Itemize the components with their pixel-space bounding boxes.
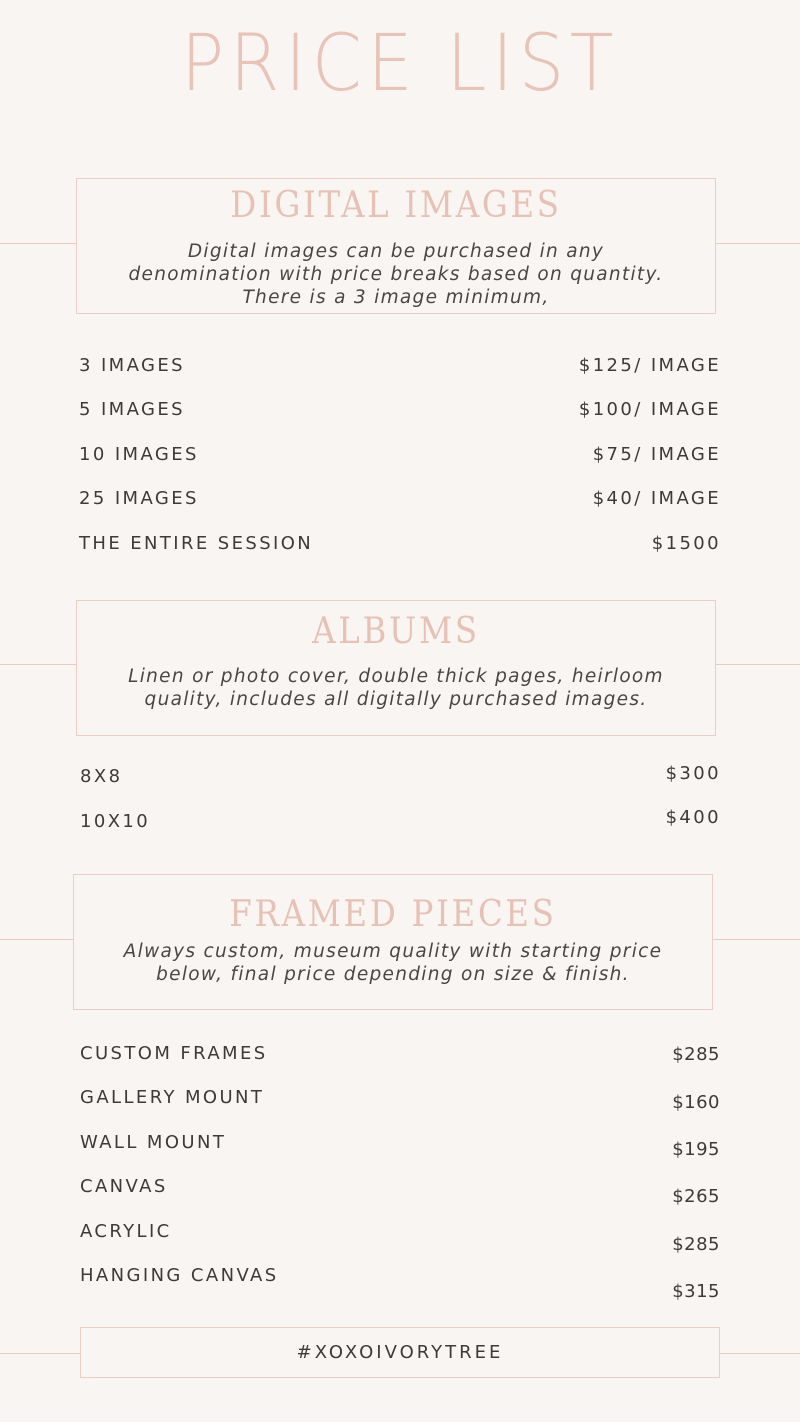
- section-description-line: below, final price depending on size & finish.: [156, 964, 630, 985]
- price-item-value: $75/ IMAGE: [592, 444, 721, 465]
- price-item-value: $125/ IMAGE: [578, 355, 721, 376]
- price-item-value: $195: [672, 1139, 720, 1160]
- price-item-value: $285: [672, 1044, 720, 1065]
- price-item-label: HANGING CANVAS: [80, 1265, 279, 1286]
- price-item-label: 3 IMAGES: [79, 355, 185, 376]
- digital-images-box: [76, 178, 716, 314]
- price-item-value: $40/ IMAGE: [592, 488, 721, 509]
- price-item-label: 5 IMAGES: [79, 399, 185, 420]
- section-description-line: Linen or photo cover, double thick pages, heirloom: [128, 666, 664, 687]
- section-description-line: Always custom, museum quality with starting price: [123, 941, 663, 962]
- price-item-value: $400: [665, 807, 721, 828]
- page-title: PRICE LIST: [180, 19, 620, 109]
- framed-pieces-box: [73, 874, 713, 1010]
- price-item-label: 10X10: [80, 811, 151, 832]
- price-item-label: GALLERY MOUNT: [80, 1087, 265, 1108]
- section-description-line: denomination with price breaks based on quantity.: [128, 264, 664, 285]
- price-item-label: CANVAS: [80, 1176, 168, 1197]
- albums-box: [76, 600, 716, 736]
- price-item-label: 10 IMAGES: [79, 444, 199, 465]
- price-item-label: 8X8: [80, 766, 123, 787]
- section-heading: FRAMED PIECES: [229, 894, 557, 935]
- price-item-label: 25 IMAGES: [79, 488, 199, 509]
- price-item-value: $285: [672, 1234, 720, 1255]
- section-description-line: Digital images can be purchased in any: [187, 241, 605, 262]
- price-item-value: $160: [672, 1092, 720, 1113]
- price-item-value: $315: [672, 1281, 720, 1302]
- section-heading: ALBUMS: [312, 611, 480, 652]
- price-item-label: ACRYLIC: [80, 1221, 172, 1242]
- price-item-value: $100/ IMAGE: [578, 399, 721, 420]
- price-item-label: WALL MOUNT: [80, 1132, 227, 1153]
- hashtag-box: [80, 1327, 720, 1378]
- hashtag-text: #XOXOIVORYTREE: [296, 1342, 504, 1363]
- section-description-line: There is a 3 image minimum,: [242, 287, 550, 308]
- price-item-label: THE ENTIRE SESSION: [79, 533, 314, 554]
- section-description-line: quality, includes all digitally purchased images.: [144, 689, 648, 710]
- price-item-label: CUSTOM FRAMES: [80, 1043, 268, 1064]
- price-item-value: $1500: [651, 533, 721, 554]
- price-item-value: $300: [665, 763, 721, 784]
- price-item-value: $265: [672, 1186, 720, 1207]
- section-heading: DIGITAL IMAGES: [230, 185, 562, 226]
